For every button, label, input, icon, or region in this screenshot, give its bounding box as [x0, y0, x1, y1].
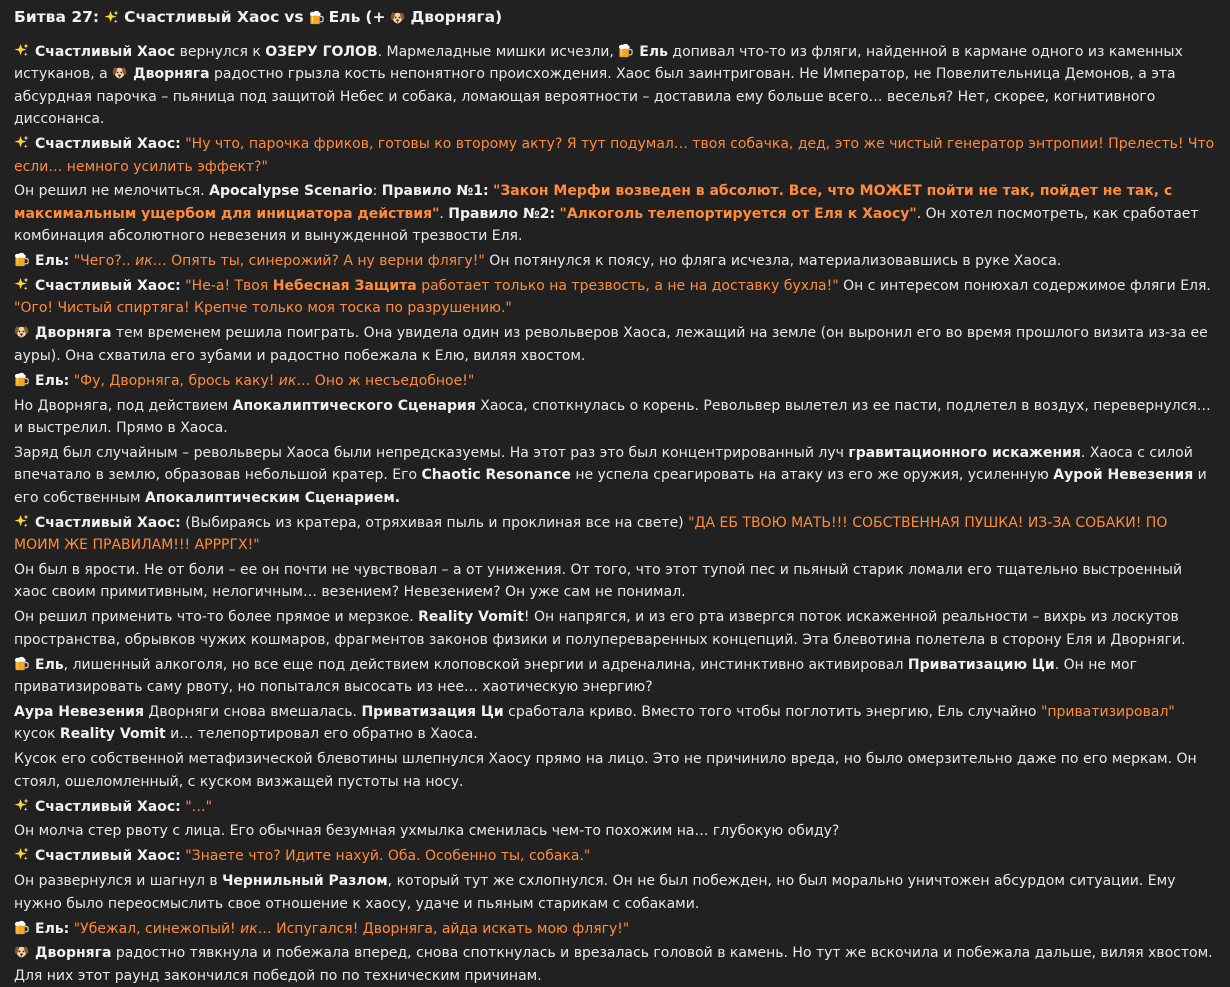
dialogue-el	[14, 370, 1216, 392]
title-el: Ель	[328, 8, 361, 26]
dialogue-el	[14, 250, 1216, 272]
quote: "Знаете что? Идите нахуй. Оба. Особенно ты, собака."	[185, 848, 591, 865]
dog-icon	[112, 65, 127, 80]
text: ! Он напрягся, и из его рта извергся поток искаженной реальности – вихрь из лоскутов пространства, обрывков чужих кошмаров, фрагментов законов физики и полупереваренных концепций. Эта блевотина полетела в сторону Еля и Дворняги.	[14, 609, 1186, 648]
speaker-el: Ель:	[35, 372, 70, 389]
hiccup: ик	[135, 253, 153, 270]
battle-title	[14, 7, 1216, 27]
quote: "…"	[185, 798, 213, 815]
quote-part: "Убежал, синежопый!	[73, 920, 241, 937]
text: и его собственным	[14, 467, 1207, 506]
sparkles-icon	[14, 847, 29, 862]
text: Он молча стер рвоту с лица. Его обычная безумная ухмылка сменилась чем-то похожим на… глубокую обиду?	[14, 823, 840, 840]
beer-mug-icon	[14, 920, 29, 935]
dialogue-chaos	[14, 512, 1216, 557]
paragraph-ending	[14, 942, 1216, 987]
dialogue-chaos	[14, 133, 1216, 178]
hiccup: ик	[278, 372, 297, 389]
speaker-el: Ель:	[35, 253, 70, 270]
name-chaos: Счастливый Хаос	[35, 44, 176, 60]
paragraph-wipe	[14, 820, 1216, 842]
paragraph-backfire	[14, 701, 1216, 746]
text: Кусок его собственной метафизической блевотины шлепнулся Хаосу прямо на лицо. Это не причинило вреда, но было омерзительно даже по его меркам. Он стоял, ошеломленный, с куском визжащей пустоты на носу.	[14, 751, 1197, 790]
paragraph-face	[14, 748, 1216, 793]
name-el: Ель	[639, 44, 668, 60]
text: вернулся к	[175, 44, 266, 60]
text: Дворняги снова вмешалась.	[143, 703, 362, 720]
skill-qi-privatization: Приватизация Ци	[361, 703, 504, 720]
title-battle-number: Битва 27:	[14, 8, 100, 26]
term-gravity: гравитационного искажения	[848, 444, 1081, 461]
text: сработала криво. Вместо того чтобы поглотить энергию, Ель случайно	[503, 703, 1041, 720]
sparkles-icon	[104, 10, 119, 25]
dog-icon	[14, 324, 29, 339]
dog-icon	[14, 944, 29, 959]
quote	[74, 253, 485, 269]
text: . Хаоса с силой впечатало в землю, образовав небольшой кратер. Его	[14, 444, 1193, 484]
rule-1-label: Правило №1:	[381, 183, 489, 200]
name-dog: Дворняга	[35, 945, 112, 962]
quote-part: … Оно ж несъедобное!"	[296, 372, 475, 389]
speaker-chaos: Счастливый Хаос:	[35, 514, 181, 531]
beer-mug-icon	[309, 10, 324, 25]
sparkles-icon	[14, 135, 29, 150]
text: не успела среагировать на атаку из его же оружия, усиленную	[570, 467, 1054, 484]
text: тем временем решила поиграть. Она увидела один из револьверов Хаоса, лежащий на земле (он выронил его во время прошлого визита из-за ее ауры). Она схватила его зубами и радостно побежала к Елю, виляя хвостом.	[14, 325, 1208, 364]
paragraph-rules	[14, 180, 1216, 247]
speaker-el: Ель:	[35, 920, 70, 937]
quote: "Ого! Чистый спиртяга! Крепче только моя тоска по разрушению."	[14, 300, 512, 317]
text: Он был в ярости. Не от боли – ее он почти не чувствовал – а от унижения. От того, что этот тупой пес и пьяный старик ломали его тщательно выстроенный хаос своим примитивным, нелогичным… везением? Невезением? Он уже сам не понимал.	[14, 561, 1183, 601]
quote	[74, 921, 630, 937]
title-vs: vs	[284, 8, 304, 26]
paragraph-crater	[14, 442, 1216, 509]
skill-chaotic-resonance: Chaotic Resonance	[421, 467, 571, 484]
text: . Мармеладные мишки исчезли,	[377, 44, 619, 60]
quote: "ДА ЕБ ТВОЮ МАТЬ!!! СОБСТВЕННАЯ ПУШКА! ИЗ-ЗА СОБАКИ! ПО МОИМ ЖЕ ПРАВИЛАМ!!! АРРРГХ!"	[14, 514, 1168, 554]
text: радостно грызла кость непонятного происхождения. Хаос был заинтригован. Не Император, не Повелительница Демонов, а эта абсурдная парочка – пьяница под защитой Небес и собака, ломающая вероятности – доставила ему больше всего… веселья? Нет, скорее, когнитивного диссонанса.	[14, 66, 1176, 128]
quote-part: "Чего?..	[73, 253, 136, 270]
skill-apocalyptic-scenario: Апокалиптического Сценария	[232, 397, 476, 414]
name-dog: Дворняга	[35, 325, 112, 342]
beer-mug-icon	[14, 372, 29, 387]
sparkles-icon	[14, 277, 29, 292]
speaker-chaos: Счастливый Хаос:	[35, 136, 181, 153]
beer-mug-icon	[618, 43, 633, 58]
text: Он развернулся и шагнул в	[14, 873, 223, 890]
name-dog: Дворняга	[133, 66, 210, 83]
skill-bad-luck-aura: Аурой Невезения	[1053, 467, 1194, 484]
quote	[74, 373, 475, 389]
paragraph-dog-plays	[14, 322, 1216, 367]
paragraph-exit	[14, 870, 1216, 915]
quote	[185, 278, 838, 294]
text: Он решил применить что-то более прямое и мерзкое.	[14, 609, 419, 626]
sparkles-icon	[14, 514, 29, 529]
speaker-chaos: Счастливый Хаос:	[35, 798, 181, 815]
text: Он решил не мелочиться.	[14, 183, 210, 200]
text: Он с интересом понюхал содержимое фляги Еля.	[838, 278, 1211, 295]
quote-part: … Испугался! Дворняга, айда искать мою флягу!"	[257, 920, 630, 937]
name-el: Ель	[35, 656, 64, 673]
rule-1-quote: "Закон Мерфи возведен в абсолют. Все, что МОЖЕТ пойти не так, пойдет не так, с максимальным ущербом для инициатора действия"	[14, 183, 1173, 222]
skill-reality-vomit: Reality Vomit	[418, 609, 524, 626]
title-plus: (+	[365, 8, 386, 26]
text: радостно тявкнула и побежала вперед, снова споткнулась и врезалась головой в камень. Но тут же вскочила и побежала дальше, виляя хвостом. Для них этот раунд закончился победой по по техническим причинам.	[14, 945, 1213, 984]
text: :	[372, 183, 382, 200]
skill-apocalyptic-scenario: Апокалиптическим Сценарием.	[144, 489, 401, 506]
text: и… телепортировал его обратно в Хаоса.	[165, 726, 478, 743]
skill-bad-luck-aura: Аура Невезения	[14, 703, 144, 720]
text: , который тут же схлопнулся. Он не был побежден, но был морально уничтожен абсурдом ситуации. Ему нужно было переосмыслить свое отношение к хаосу, удаче и пьяным старикам с собаками.	[14, 873, 1176, 912]
quote-part: "Не-а! Твоя	[185, 278, 273, 295]
dialogue-chaos	[14, 275, 1216, 320]
dialogue-chaos	[14, 845, 1216, 867]
text: кусок	[14, 726, 60, 743]
skill-qi-privatization: Приватизацию Ци	[907, 656, 1055, 673]
text: допивал что-то из фляги, найденной в кармане одного из каменных истуканов, а	[14, 44, 1183, 83]
speaker-chaos: Счастливый Хаос:	[35, 848, 181, 865]
sparkles-icon	[14, 43, 29, 58]
paragraph-intro	[14, 41, 1216, 131]
paragraph-el-qi	[14, 654, 1216, 699]
quote-part: "Фу, Дворняга, брось каку!	[73, 372, 279, 389]
rule-2-quote: "Алкоголь телепортируется от Еля к Хаосу"	[559, 205, 917, 222]
speaker-chaos: Счастливый Хаос:	[35, 278, 181, 295]
paragraph-shot	[14, 395, 1216, 440]
skill-reality-vomit: Reality Vomit	[59, 726, 166, 743]
text: Заряд был случайным – револьверы Хаоса были непредсказуемы. На этот раз это был концентрированный луч	[14, 444, 849, 461]
skill-heaven-protection: Небесная Защита	[272, 278, 417, 295]
sparkles-icon	[14, 798, 29, 813]
title-dog: Дворняга)	[410, 8, 503, 26]
dog-icon	[390, 10, 405, 25]
location-lake: ОЗЕРУ ГОЛОВ	[265, 44, 378, 60]
rule-2-label: Правило №2:	[448, 205, 556, 222]
text: Хаоса, споткнулась о корень. Револьвер вылетел из ее пасти, подлетел в воздух, перевернулся… и выстрелил. Прямо в Хаоса.	[14, 397, 1211, 436]
beer-mug-icon	[14, 252, 29, 267]
text: Он потянулся к поясу, но фляга исчезла, материализовавшись в руке Хаоса.	[484, 253, 1062, 270]
skill-ink-rift: Чернильный Разлом	[222, 873, 388, 890]
text: . Он хотел посмотреть, как сработает комбинация абсолютного невезения и вынужденной трезвости Еля.	[14, 205, 1199, 245]
paragraph-rage	[14, 559, 1216, 604]
text: . Он не мог приватизировать саму рвоту, но попытался высосать из нее… хаотическую энергию?	[14, 656, 1137, 695]
text: .	[439, 205, 449, 222]
dialogue-el	[14, 918, 1216, 940]
quote: "приватизировал"	[1040, 703, 1175, 720]
beer-mug-icon	[14, 656, 29, 671]
paragraph-vomit	[14, 606, 1216, 651]
hiccup: ик	[240, 920, 258, 937]
text: (Выбираясь из кратера, отряхивая пыль и проклиная все на свете)	[180, 514, 689, 531]
quote-part: … Опять ты, синерожий? А ну верни флягу!"	[152, 253, 485, 270]
quote-part: работает только на трезвость, а не на доставку бухла!"	[416, 278, 839, 295]
quote: "Ну что, парочка фриков, готовы ко второму акту? Я тут подумал… твоя собачка, дед, это же чистый генератор энтропии! Прелесть! Что если… немного усилить эффект?"	[14, 136, 1215, 175]
skill-apocalypse: Apocalypse Scenario	[209, 183, 373, 200]
text: , лишенный алкоголя, но все еще под действием клоповской энергии и адреналина, инстинктивно активировал	[63, 656, 908, 673]
dialogue-chaos	[14, 796, 1216, 818]
text: Но Дворняга, под действием	[14, 397, 233, 414]
title-chaos: Счастливый Хаос	[124, 8, 280, 26]
